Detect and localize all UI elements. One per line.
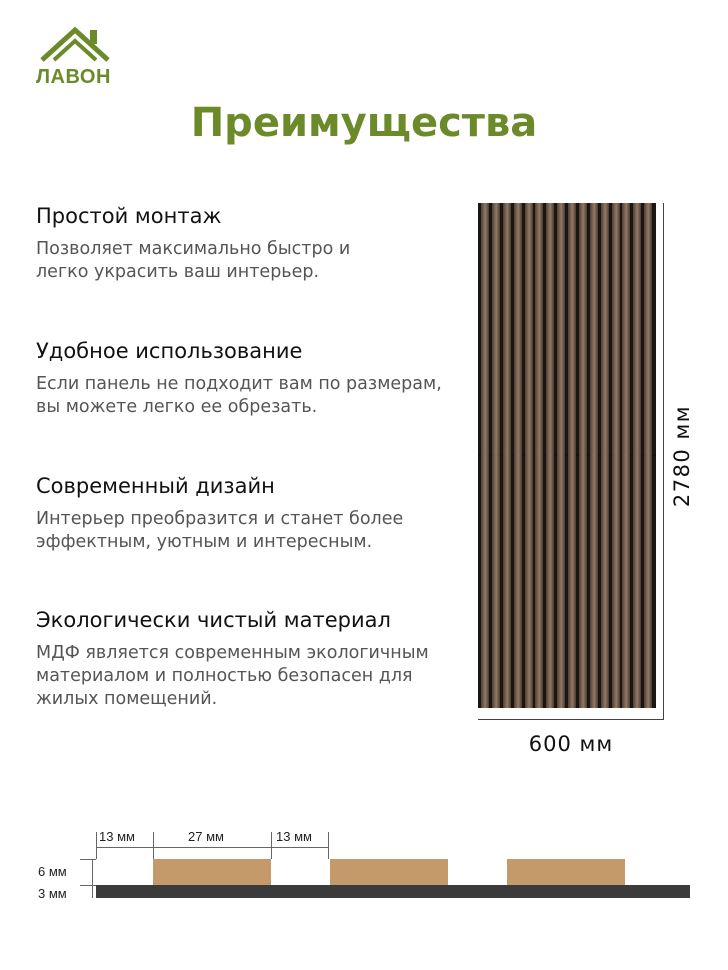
- brand-logo: [30, 24, 120, 94]
- panel-slat: [535, 203, 543, 708]
- felt-base-profile: [96, 885, 690, 898]
- width-dimension-line: [478, 719, 664, 720]
- panel-slat: [622, 203, 630, 708]
- dimension-tick: [96, 832, 97, 859]
- slat-height-label: 6 мм: [38, 864, 67, 879]
- feature-item: [36, 474, 466, 554]
- gap-width-label: 13 мм: [99, 829, 135, 844]
- slat-profile: [507, 859, 625, 885]
- dimension-tick: [153, 832, 154, 859]
- slat-profile: [153, 859, 271, 885]
- feature-title: Экологически чистый материал: [36, 608, 391, 632]
- panel-slat: [546, 203, 554, 708]
- wall-panel-image: [478, 203, 656, 708]
- base-height-label: 3 мм: [38, 886, 67, 901]
- panel-slat: [601, 203, 609, 708]
- dimension-tick: [80, 885, 96, 886]
- feature-item: [36, 204, 466, 284]
- feature-description: МДФ является современным экологичным материалом и полностью безопасен для жилых помещений.: [36, 643, 429, 709]
- house-roof-icon: [40, 24, 110, 64]
- dimension-tick: [80, 859, 96, 860]
- feature-title: Простой монтаж: [36, 204, 222, 228]
- width-dimension-line: [96, 847, 328, 848]
- feature-item: [36, 608, 466, 711]
- gap-width-label: 13 мм: [276, 829, 312, 844]
- feature-description: Позволяет максимально быстро и легко украсить ваш интерьер.: [36, 239, 351, 282]
- panel-slat: [557, 203, 565, 708]
- panel-slat: [568, 203, 576, 708]
- feature-item: [36, 339, 466, 419]
- panel-slat: [612, 203, 620, 708]
- panel-slat: [481, 203, 489, 708]
- brand-name: ЛАВОН: [36, 66, 111, 88]
- dimension-tick: [271, 832, 272, 859]
- slat-width-label: 27 мм: [188, 829, 224, 844]
- feature-title: Современный дизайн: [36, 474, 275, 498]
- panel-slat: [590, 203, 598, 708]
- panel-slat: [514, 203, 522, 708]
- panel-width-label: 600 мм: [528, 732, 614, 756]
- page-title: Преимущества: [190, 100, 538, 146]
- panel-slat: [503, 203, 511, 708]
- height-dimension-line: [92, 859, 93, 898]
- dimension-tick: [328, 832, 329, 859]
- slat-profile: [330, 859, 448, 885]
- feature-title: Удобное использование: [36, 339, 303, 363]
- panel-slat: [644, 203, 652, 708]
- panel-height-label: 2780 мм: [670, 404, 694, 508]
- panel-slat: [492, 203, 500, 708]
- slat-profile-diagram: [0, 820, 728, 920]
- height-dimension-line: [663, 203, 664, 720]
- feature-description: Если панель не подходит вам по размерам, вы можете легко ее обрезать.: [36, 374, 442, 417]
- panel-slat: [579, 203, 587, 708]
- feature-description: Интерьер преобразится и станет более эффектным, уютным и интересным.: [36, 509, 404, 552]
- panel-slat: [525, 203, 533, 708]
- panel-slat: [633, 203, 641, 708]
